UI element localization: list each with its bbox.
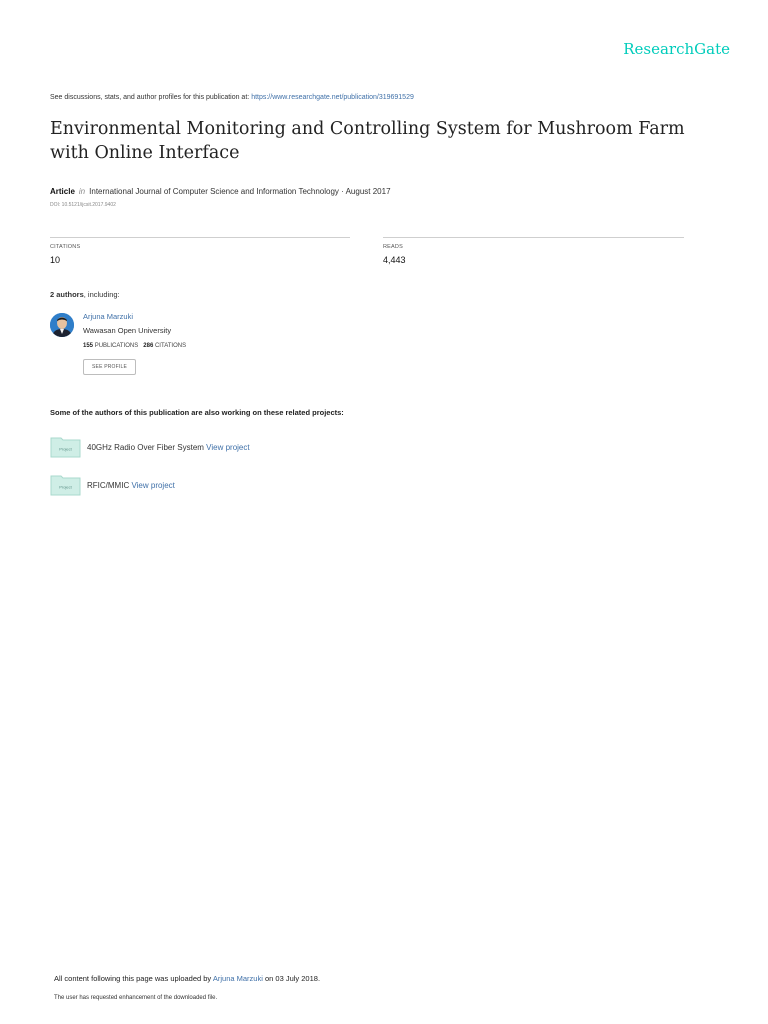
project-icon-label: Project [59, 446, 72, 452]
publication-doi: DOI: 10.5121/ijcsit.2017.9402 [50, 202, 116, 208]
citations-label: CITATIONS [50, 244, 81, 250]
researchgate-logo[interactable]: ResearchGate [623, 40, 730, 58]
author-stats [83, 343, 186, 349]
publication-url-link[interactable]: https://www.researchgate.net/publication/319691529 [251, 94, 414, 101]
authors-count [50, 290, 120, 299]
see-profile-button[interactable]: SEE PROFILE [83, 359, 136, 375]
project-name: RFIC/MMIC [87, 481, 130, 490]
publication-title: Environmental Monitoring and Controlling System for Mushroom Farm with Online Interface [50, 119, 685, 163]
view-project-link[interactable]: View project [206, 443, 250, 452]
author-publications-label: PUBLICATIONS [94, 343, 139, 349]
enhancement-note: The user has requested enhancement of the downloaded file. [54, 995, 218, 1001]
related-project-item [87, 481, 175, 490]
reads-label: READS [383, 244, 403, 250]
related-project-item [87, 443, 250, 452]
authors-count-text: 2 authors [50, 290, 84, 299]
author-publications-count: 155 [83, 343, 94, 349]
upload-suffix: on 03 July 2018. [264, 974, 321, 983]
project-folder-icon [50, 436, 81, 458]
authors-count-suffix: , including: [83, 290, 120, 299]
publication-type: Article [50, 187, 75, 196]
author-avatar[interactable] [50, 313, 74, 337]
discussion-line [50, 94, 414, 101]
author-photo-icon [50, 313, 74, 337]
publication-venue: International Journal of Computer Science and Information Technology · August 2017 [89, 187, 391, 196]
author-citations-count: 286 [143, 343, 154, 349]
project-name: 40GHz Radio Over Fiber System [87, 443, 204, 452]
reads-divider [383, 237, 684, 238]
publication-meta [50, 187, 391, 196]
discussion-prefix: See discussions, stats, and author profiles for this publication at: [50, 94, 250, 101]
view-project-link[interactable]: View project [131, 481, 175, 490]
citations-value: 10 [50, 255, 61, 265]
upload-prefix: All content following this page was uploaded by [54, 974, 212, 983]
project-folder-icon [50, 474, 81, 496]
author-institution: Wawasan Open University [83, 326, 172, 335]
author-citations-label: CITATIONS [154, 343, 187, 349]
citations-divider [50, 237, 350, 238]
upload-notice [54, 974, 320, 983]
reads-value: 4,443 [383, 255, 406, 265]
uploader-link[interactable]: Arjuna Marzuki [212, 974, 263, 983]
author-name-link[interactable]: Arjuna Marzuki [83, 312, 134, 321]
related-projects-heading: Some of the authors of this publication are also working on these related projects: [50, 408, 344, 417]
in-word: in [78, 187, 86, 196]
project-icon-label: Project [59, 484, 72, 490]
